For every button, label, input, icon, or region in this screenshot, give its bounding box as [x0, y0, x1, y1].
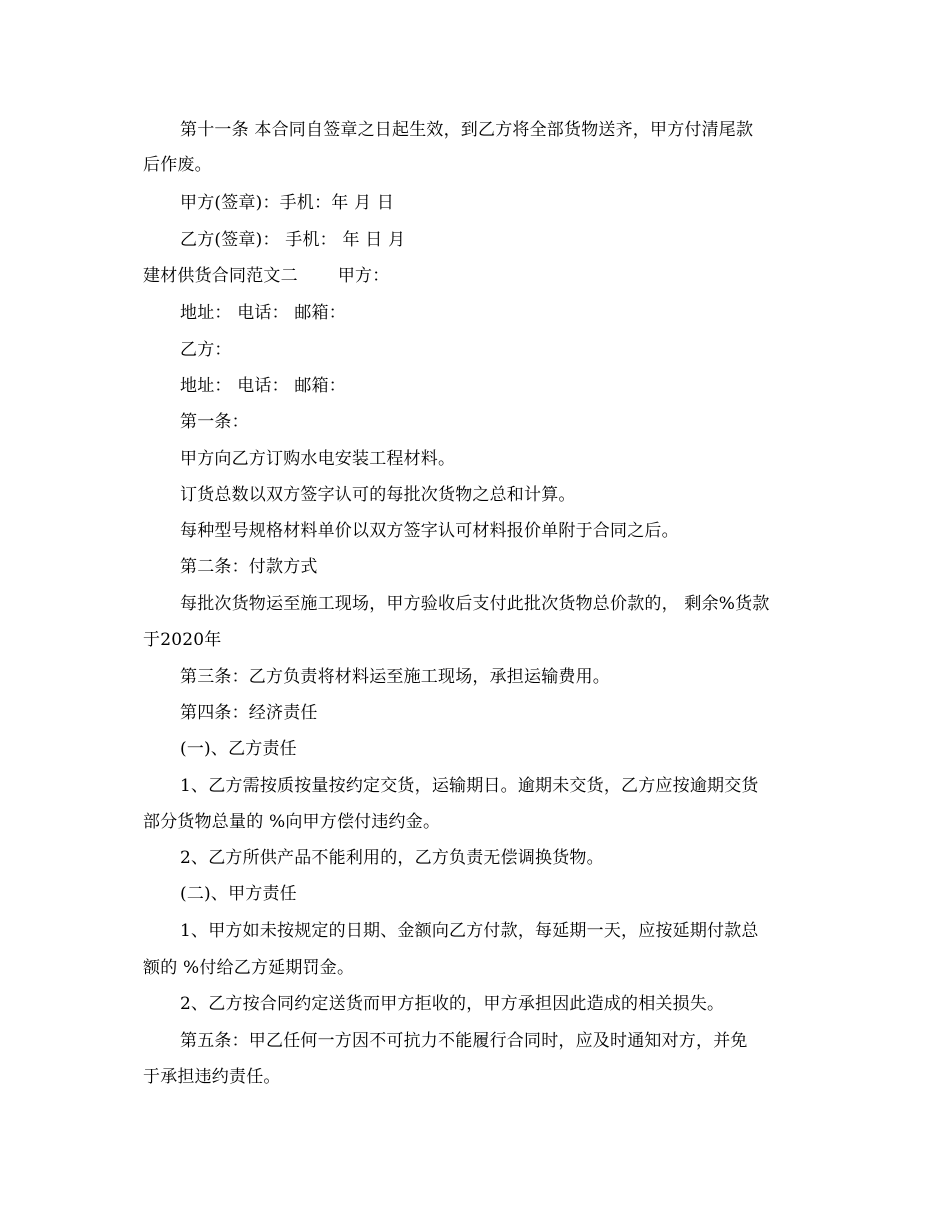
- article-5-line-1: 第五条：甲乙任何一方因不可抗力不能履行合同时，应及时通知对方，并免: [180, 1031, 748, 1051]
- party-a-responsibility-2: 2、乙方按合同约定送货而甲方拒收的，甲方承担因此造成的相关损失。: [180, 994, 725, 1014]
- article-4-heading: 第四条：经济责任: [180, 703, 318, 723]
- party-b-responsibility-2: 2、乙方所供产品不能利用的，乙方负责无偿调换货物。: [180, 848, 604, 868]
- party-b-label: 乙方：: [180, 340, 232, 360]
- party-a-responsibility-heading: (二)、甲方责任: [180, 884, 297, 904]
- article-1-item-2: 订货总数以双方签字认可的每批次货物之总和计算。: [180, 485, 576, 505]
- article-5-line-2: 于承担违约责任。: [143, 1067, 281, 1087]
- article-2-text-line-1: 每批次货物运至施工现场，甲方验收后支付此批次货物总价款的， 剩余%货款: [180, 594, 770, 614]
- party-a-signature-line: 甲方(签章)：手机：年 月 日: [180, 193, 395, 213]
- party-a-responsibility-1-line-1: 1、甲方如未按规定的日期、金额向乙方付款，每延期一天，应按延期付款总: [180, 921, 759, 941]
- party-a-responsibility-1-line-2: 额的 %付给乙方延期罚金。: [143, 958, 355, 978]
- article-1-heading: 第一条：: [180, 412, 249, 432]
- party-a-contact-line: 地址： 电话： 邮箱：: [180, 303, 347, 323]
- article-2-heading: 第二条：付款方式: [180, 557, 318, 577]
- party-b-contact-line: 地址： 电话： 邮箱：: [180, 376, 347, 396]
- party-b-responsibility-heading: (一)、乙方责任: [180, 739, 297, 759]
- party-b-responsibility-1-line-2: 部分货物总量的 %向甲方偿付违约金。: [143, 812, 441, 832]
- clause-11-line-1: 第十一条 本合同自签章之日起生效，到乙方将全部货物送齐，甲方付清尾款: [180, 120, 754, 140]
- contract-two-heading-line: [143, 266, 389, 286]
- article-3-text: 第三条：乙方负责将材料运至施工现场，承担运输费用。: [180, 667, 610, 687]
- article-2-text-line-2: 于2020年: [143, 630, 222, 650]
- clause-11-line-2: 后作废。: [143, 155, 212, 175]
- party-a-label: 甲方：: [337, 266, 390, 286]
- article-1-item-1: 甲方向乙方订购水电安装工程材料。: [180, 449, 456, 469]
- article-1-item-3: 每种型号规格材料单价以双方签字认可材料报价单附于合同之后。: [180, 521, 679, 541]
- party-b-responsibility-1-line-1: 1、乙方需按质按量按约定交货，运输期日。逾期未交货，乙方应按逾期交货: [180, 776, 759, 796]
- contract-two-title: 建材供货合同范文二: [143, 266, 298, 286]
- party-b-signature-line: 乙方(签章)： 手机： 年 日 月: [180, 230, 406, 250]
